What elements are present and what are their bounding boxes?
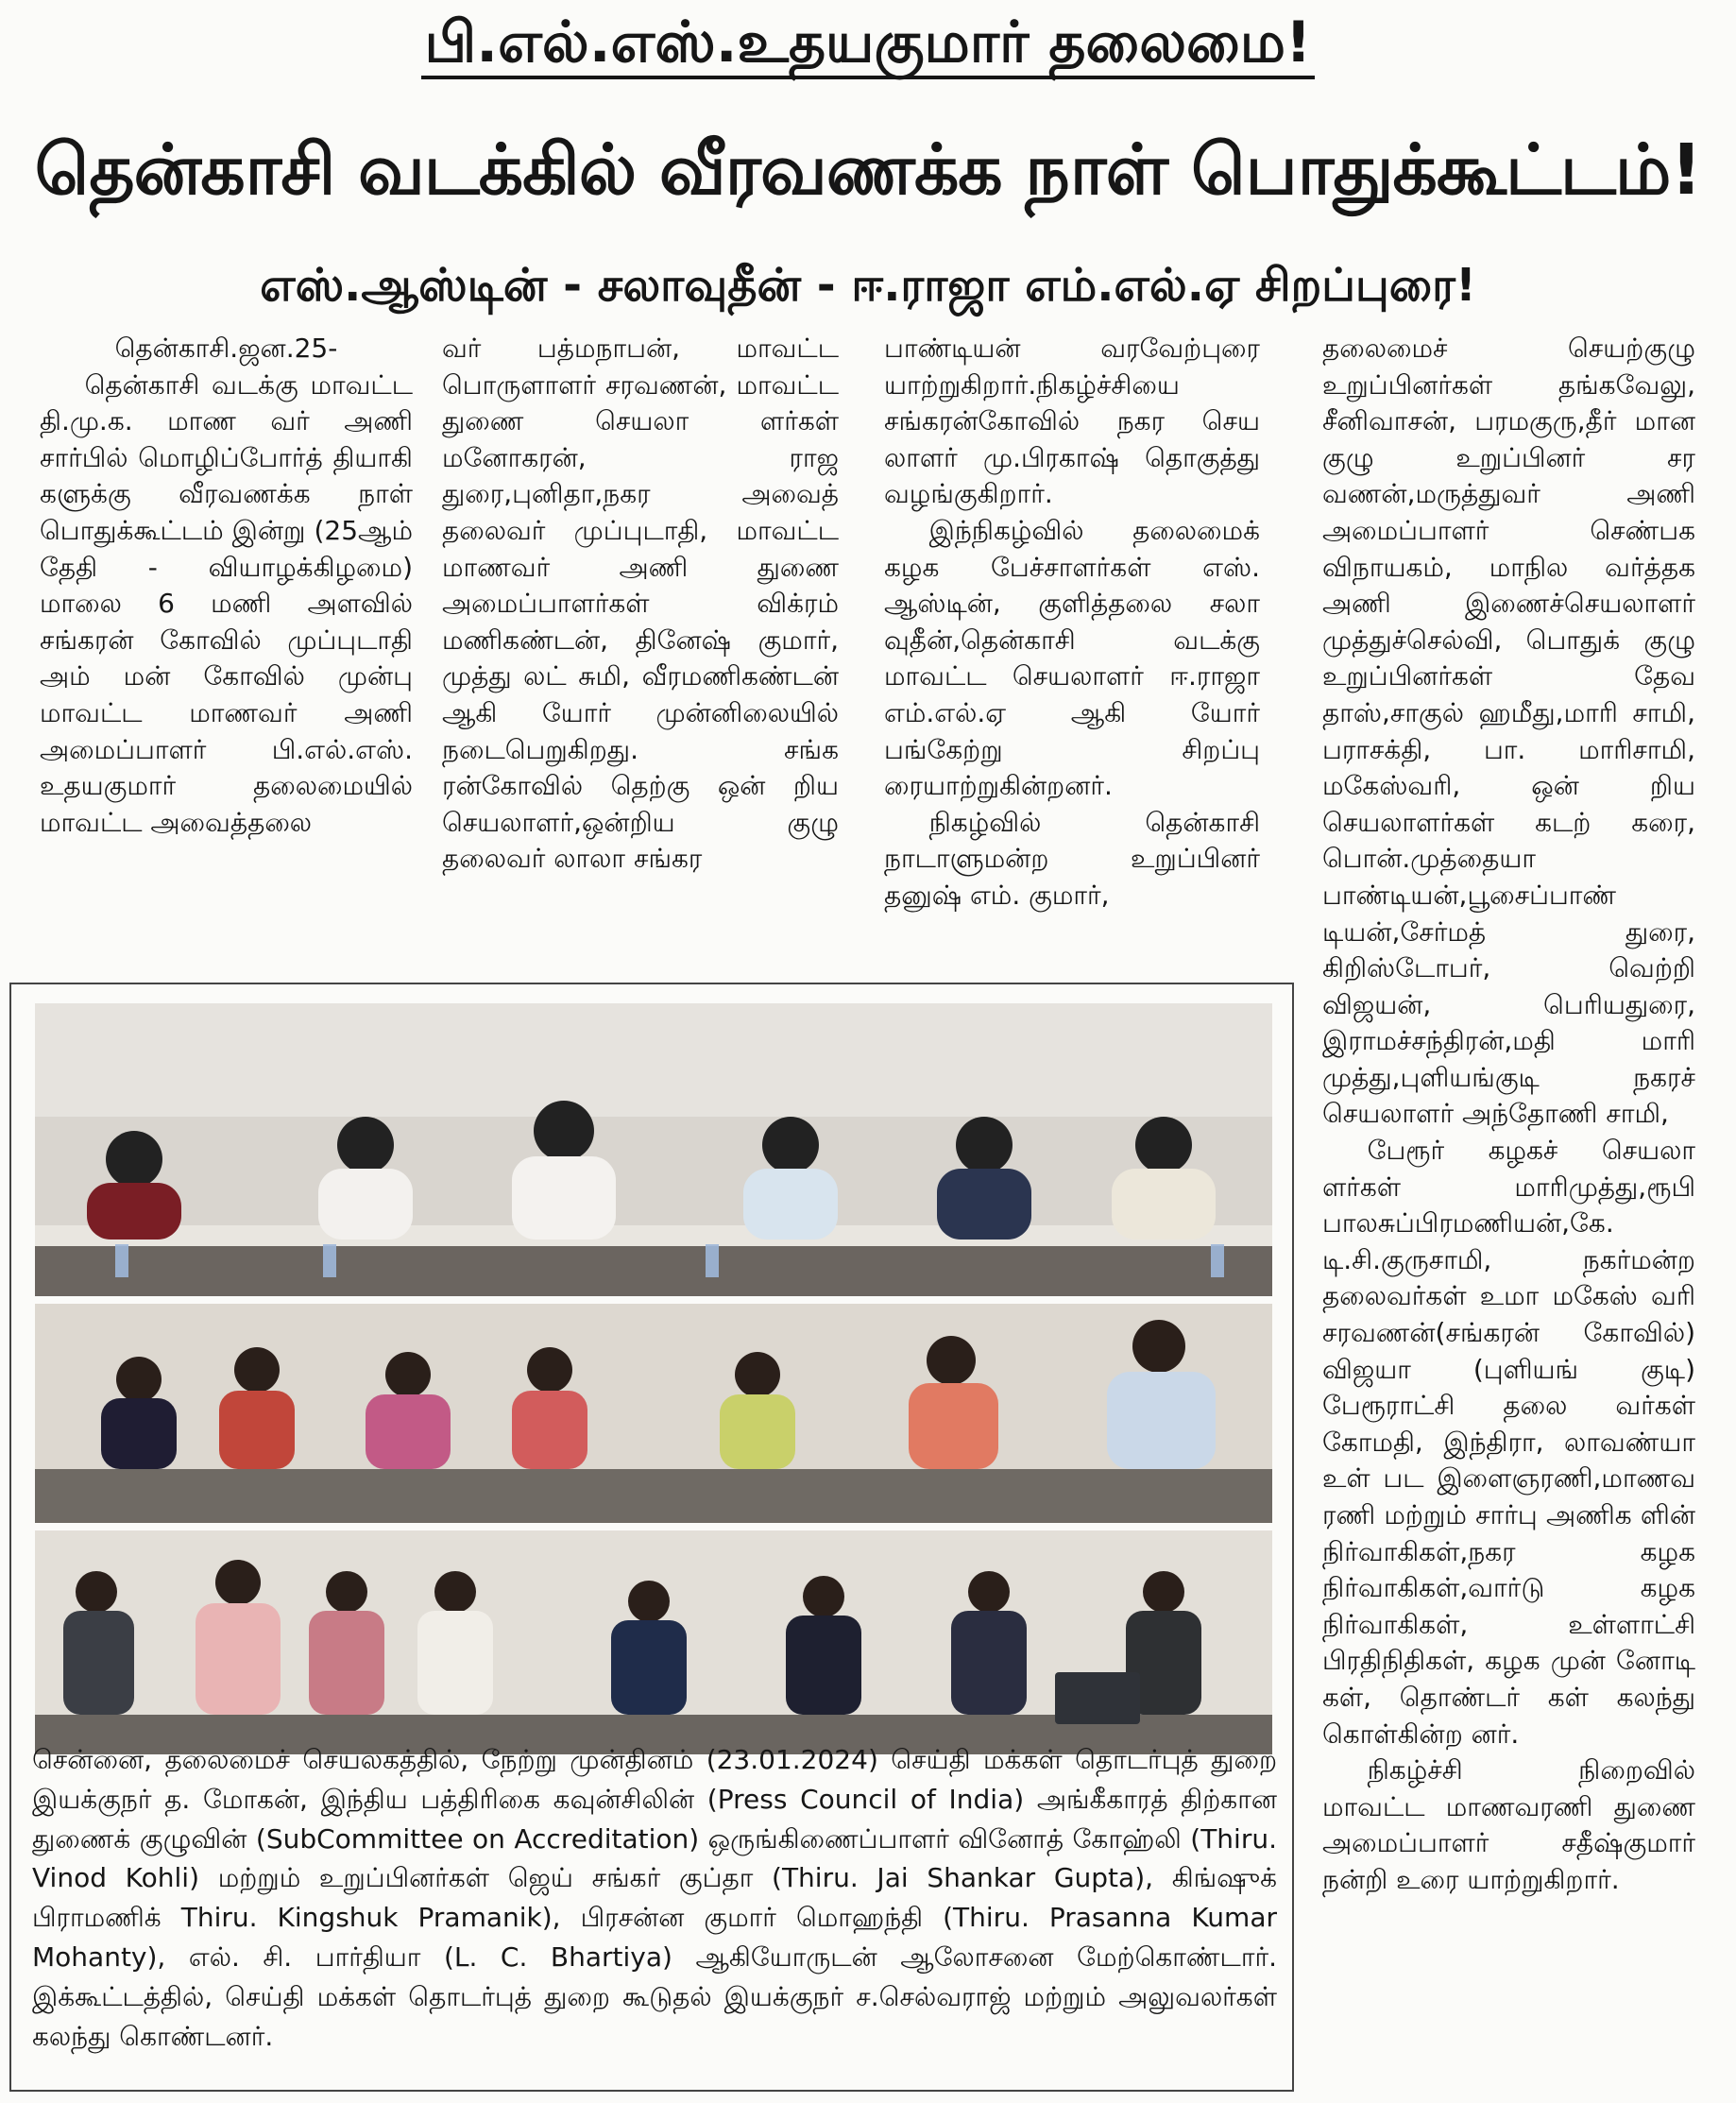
photo-panel-bottom bbox=[35, 1530, 1272, 1754]
paragraph: நிகழ்வில் தென்காசி நாடாளுமன்ற உறுப்பினர் தனுஷ் எம். குமார், bbox=[884, 806, 1260, 911]
photo-panel-middle bbox=[35, 1304, 1272, 1523]
paragraph: நிகழ்ச்சி நிறைவில் மாவட்ட மாணவரணி துணை அமைப்பாளர் சதீஷ்குமார் நன்றி உரை யாற்றுகிறார். bbox=[1322, 1754, 1695, 1895]
paragraph: தலைமைச் செயற்குழு உறுப்பினர்கள் தங்கவேலு, சீனிவாசன், பரமகுரு,தீர் மான குழு உறுப்பினர் சர வணன்,மருத்துவர் அணி அமைப்பாளர் செண்பக விநாயகம், மாநில வர்த்தக அணி இணைச்செயலாளர் முத்துச்செல்வி, பொதுக் குழு உறுப்பினர்கள் தேவ தாஸ்,சாகுல் ஹமீது,மாரி சாமி, பராசக்தி, பா. மாரிசாமி, மகேஸ்வரி, ஒன் றிய செயலாளர்கள் கடற் கரை, பொன்.முத்தையா பாண்டியன்,பூசைப்பாண் டியன்,சேர்மத் துரை, கிறிஸ்டோபர், வெற்றி விஜயன், பெரியதுரை, இராமச்சந்திரன்,மதி மாரி முத்து,புளியங்குடி நகரச் செயலாளர் அந்தோணி சாமி, bbox=[1322, 333, 1695, 1130]
article-column-3 bbox=[884, 331, 1260, 945]
kicker-text: பி.எல்.எஸ்.உதயகுமார் தலைமை! bbox=[421, 9, 1316, 79]
article-column-4 bbox=[1322, 331, 1695, 2088]
photo-caption: சென்னை, தலைமைச் செயலகத்தில், நேற்று முன்தினம் (23.01.2024) செய்தி மக்கள் தொடர்புத் துறை இயக்குநர் த. மோகன், இந்திய பத்திரிகை கவுன்சிலின் (Press Council of India) அங்கீகாரத் திற்கான துணைக் குழுவின் (SubCommittee on Accreditation) ஒருங்கிணைப்பாளர் வினோத் கோஹ்லி (Thiru. Vinod Kohli) மற்றும் உறுப்பினர்கள் ஜெய் சங்கர் குப்தா (Thiru. Jai Shankar Gupta), கிங்ஷுக் பிராமணிக் Thiru. Kingshuk Pramanik), பிரசன்ன குமார் மொஹந்தி (Thiru. Prasanna Kumar Mohanty), எல். சி. பார்தியா (L. C. Bhartiya) ஆகியோருடன் ஆலோசனை மேற்கொண்டார். இக்கூட்டத்தில், செய்தி மக்கள் தொடர்புத் துறை கூடுதல் இயக்குநர் ச.செல்வராஜ் மற்றும் அலுவலர்கள் கலந்து கொண்டனர். bbox=[32, 1744, 1277, 2052]
article-column-2 bbox=[442, 331, 839, 945]
photo-panel-top bbox=[35, 1003, 1272, 1296]
kicker-headline bbox=[0, 6, 1736, 79]
paragraph: பேரூர் கழகச் செயலா ளர்கள் மாரிமுத்து,ரூபி பாலசுப்பிரமணியன்,கே. டி.சி.குருசாமி, நகர்மன்ற தலைவர்கள் உமா மகேஸ் வரி சரவணன்(சங்கரன் கோவில்) விஜயா (புளியங் குடி) பேரூராட்சி தலை வர்கள் கோமதி, இந்திரா, லாவண்யா உள் பட இளைஞரணி,மாணவ ரணி மற்றும் சார்பு அணிக ளின் நிர்வாகிகள்,நகர கழக நிர்வாகிகள்,வார்டு கழக நிர்வாகிகள், உள்ளாட்சி பிரதிநிதிகள், கழக முன் னோடி கள், தொண்டர் கள் கலந்து கொள்கின்ற னர். bbox=[1322, 1135, 1695, 1750]
photo-box bbox=[9, 983, 1294, 2092]
article-column-1 bbox=[40, 331, 413, 945]
dateline: தென்காசி.ஜன.25- bbox=[114, 333, 338, 364]
paragraph: வர் பத்மநாபன், மாவட்ட பொருளாளர் சரவணன், மாவட்ட துணை செயலா ளர்கள் மனோகரன், ராஜ துரை,புனிதா,நகர அவைத் தலைவர் முப்புடாதி, மாவட்ட மாணவர் அணி துணை அமைப்பாளர்கள் விக்ரம் மணிகண்டன், தினேஷ் குமார், முத்து லட் சுமி, வீரமணிகண்டன் ஆகி யோர் முன்னிலையில் நடைபெறுகிறது. சங்க ரன்கோவில் தெற்கு ஒன் றிய செயலாளர்,ஒன்றிய குழு தலைவர் லாலா சங்கர bbox=[442, 333, 839, 875]
meeting-photo-collage bbox=[35, 1003, 1272, 1754]
paragraph: பாண்டியன் வரவேற்புரை யாற்றுகிறார்.நிகழ்ச்சியை சங்கரன்கோவில் நகர செய லாளர் மு.பிரகாஷ் தொகுத்து வழங்குகிறார். bbox=[884, 333, 1260, 510]
meeting-photo-illustration bbox=[35, 1003, 1272, 1754]
paragraph: இந்நிகழ்வில் தலைமைக் கழக பேச்சாளர்கள் எஸ். ஆஸ்டின், குளித்தலை சலா வுதீன்,தென்காசி வடக்கு மாவட்ட செயலாளர் ஈ.ராஜா எம்.எல்.ஏ ஆகி யோர் பங்கேற்று சிறப்பு ரையாற்றுகின்றனர். bbox=[884, 514, 1260, 802]
sub-headline: எஸ்.ஆஸ்டின் - சலாவுதீன் - ஈ.ராஜா எம்.எல்.ஏ சிறப்புரை! bbox=[260, 259, 1476, 312]
paragraph: தென்காசி வடக்கு மாவட்ட தி.மு.க. மாண வர் அணி சார்பில் மொழிப்போர்த் தியாகி களுக்கு வீரவணக்க நாள் பொதுக்கூட்டம் இன்று (25ஆம் தேதி - வியாழக்கிழமை) மாலை 6 மணி அளவில் சங்கரன் கோவில் முப்புடாதி அம் மன் கோவில் முன்பு மாவட்ட மாணவர் அணி அமைப்பாளர் பி.எல்.எஸ். உதயகுமார் தலைமையில் மாவட்ட அவைத்தலை bbox=[40, 368, 413, 838]
main-headline: தென்காசி வடக்கில் வீரவணக்க நாள் பொதுக்கூட்டம்! bbox=[34, 129, 1702, 211]
